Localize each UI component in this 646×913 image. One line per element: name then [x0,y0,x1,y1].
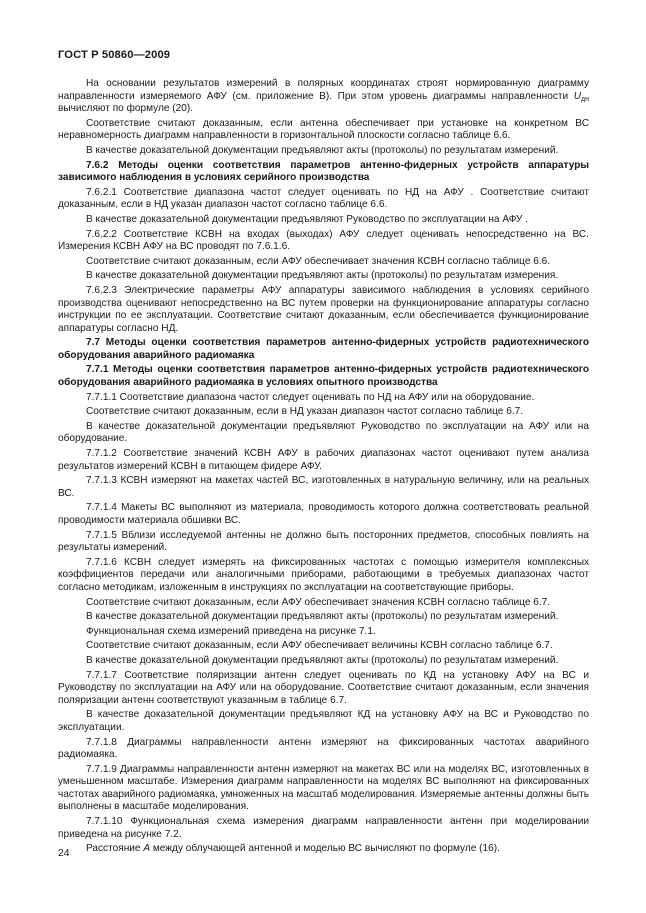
paragraph: 7.6.2.3 Электрические параметры АФУ аппаратуры зависимого наблюдения в условиях серийного производства оценивают непосредственно на ВС путем проверки на функционирование аппаратуры согласно инструкции по ее эксплуатации. Соответствие считают доказанным, если обеспечивается функционирование аппаратуры согласно НД. [58,284,589,334]
section-heading: 7.7 Методы оценки соответствия параметров антенно-фидерных устройств радиотехнического оборудования аварийного радиомаяка [58,337,589,361]
paragraph: Соответствие считают доказанным, если АФУ обеспечивает величины КСВН согласно таблице 6.7. [86,640,553,652]
paragraph: В качестве доказательной документации предъявляют акты (протоколы) по результатам измерения. [86,270,559,282]
paragraph: В качестве доказательной документации предъявляют Руководство по эксплуатации на АФУ или на оборудование. [58,420,589,445]
page-number: 24 [58,848,70,859]
paragraph: 7.7.1.9 Диаграммы направленности антенн измеряют на макетах ВС или на моделях ВС, изготовленных в уменьшенном масштабе. Измерения диаграмм направленности на моделях ВС выполняют на фиксированных частотах аварийного радиомаяка, умноженных на масштаб моделирования. Измеряемые антенны должны быть выполнены в масштабе моделирования. [58,763,589,813]
paragraph: 7.7.1.6 КСВН следует измерять на фиксированных частотах с помощью измерителя комплексных коэффициентов передачи или аналогичными приборами, работающими в требуемых диапазонах частот согласно методикам, изложенным в инструкциях по эксплуатации на соответствующие приборы. [58,556,589,593]
paragraph: 7.7.1.5 Вблизи исследуемой антенны не должно быть посторонних предметов, способных повлиять на результаты измерений. [58,529,589,554]
paragraph: В качестве доказательной документации предъявляют акты (протоколы) по результатам измерений. [86,654,559,666]
paragraph: 7.7.1.7 Соответствие поляризации антенн следует оценивать по КД на установку АФУ на ВС и Руководству по эксплуатации на АФУ или на оборудование. Соответствие считают доказанным, если значения поляризации антенн соответствуют указанным в таблице 6.7. [58,669,589,706]
paragraph: 7.7.1.8 Диаграммы направленности антенн измеряют на фиксированных частотах аварийного радиомаяка. [58,736,589,761]
paragraph: 7.7.1.10 Функциональная схема измерения диаграмм направленности антенн при моделировании приведена на рисунке 7.2. [58,816,589,840]
section-heading: 7.6.2 Методы оценки соответствия параметров антенно-фидерных устройств аппаратуры зависимого наблюдения в условиях серийного производства [58,159,589,184]
paragraph: В качестве доказательной документации предъявляют акты (протоколы) по результатам измерений. [86,611,559,623]
paragraph: В качестве доказательной документации предъявляют акты (протоколы) по результатам измерений. [86,144,559,156]
paragraph: Функциональная схема измерений приведена на рисунке 7.1. [86,625,376,637]
paragraph: В качестве доказательной документации предъявляют Руководство по эксплуатации на АФУ . [86,213,528,225]
section-heading: 7.7.1 Методы оценки соответствия параметров антенно-фидерных устройств радиотехнического оборудования аварийного радиомаяка в условиях опытного производства [58,364,589,389]
paragraph: 7.7.1.4 Макеты ВС выполняют из материала, проводимость которого должна соответствовать реальной проводимости материала обшивки ВС. [58,502,589,526]
paragraph: Соответствие считают доказанным, если антенна обеспечивает при установке на конкретном ВС неравномерность диаграмм направленности в горизонтальной плоскости согласно таблице 6.6. [58,117,589,142]
paragraph: Расстояние А между облучающей антенной и моделью ВС вычисляют по формуле (16). [86,843,500,855]
paragraph: 7.6.2.1 Соответствие диапазона частот следует оценивать по НД на АФУ . Соответствие считают доказанным, если в НД указан диапазон частот согласно таблице 6.6. [58,186,589,211]
document-body [58,78,589,858]
paragraph: Соответствие считают доказанным, если АФУ обеспечивает значения КСВН согласно таблице 6.6. [86,255,551,267]
paragraph: 7.7.1.3 КСВН измеряют на макетах частей ВС, изготовленных в натуральную величину, или на реальных ВС. [58,475,589,499]
paragraph: 7.7.1.2 Соответствие значений КСВН АФУ в рабочих диапазонах частот оценивают путем анализа результатов измерений КСВН в питающем фидере АФУ. [58,448,589,472]
document-header: ГОСТ Р 50860—2009 [58,49,171,61]
paragraph: Соответствие считают доказанным, если АФУ обеспечивает значения КСВН согласно таблице 6.7. [86,596,551,608]
paragraph: На основании результатов измерений в полярных координатах строят нормированную диаграмму направленности измеряемого АФУ (см. приложение В). При этом уровень диаграммы направленности $U_{дн}$ вычисляют по формуле (20). [58,78,589,115]
paragraph: В качестве доказательной документации предъявляют КД на установку АФУ на ВС и Руководство по эксплуатации. [58,709,589,733]
paragraph: 7.6.2.2 Соответствие КСВН на входах (выходах) АФУ следует оценивать непосредственно на ВС. Измерения КСВН АФУ на ВС проводят по 7.6.1.6. [58,228,589,253]
paragraph: Соответствие считают доказанным, если в НД указан диапазон частот согласно таблице 6.7. [86,406,524,418]
paragraph: 7.7.1.1 Соответствие диапазона частот следует оценивать по НД на АФУ или на оборудование. [86,391,535,403]
